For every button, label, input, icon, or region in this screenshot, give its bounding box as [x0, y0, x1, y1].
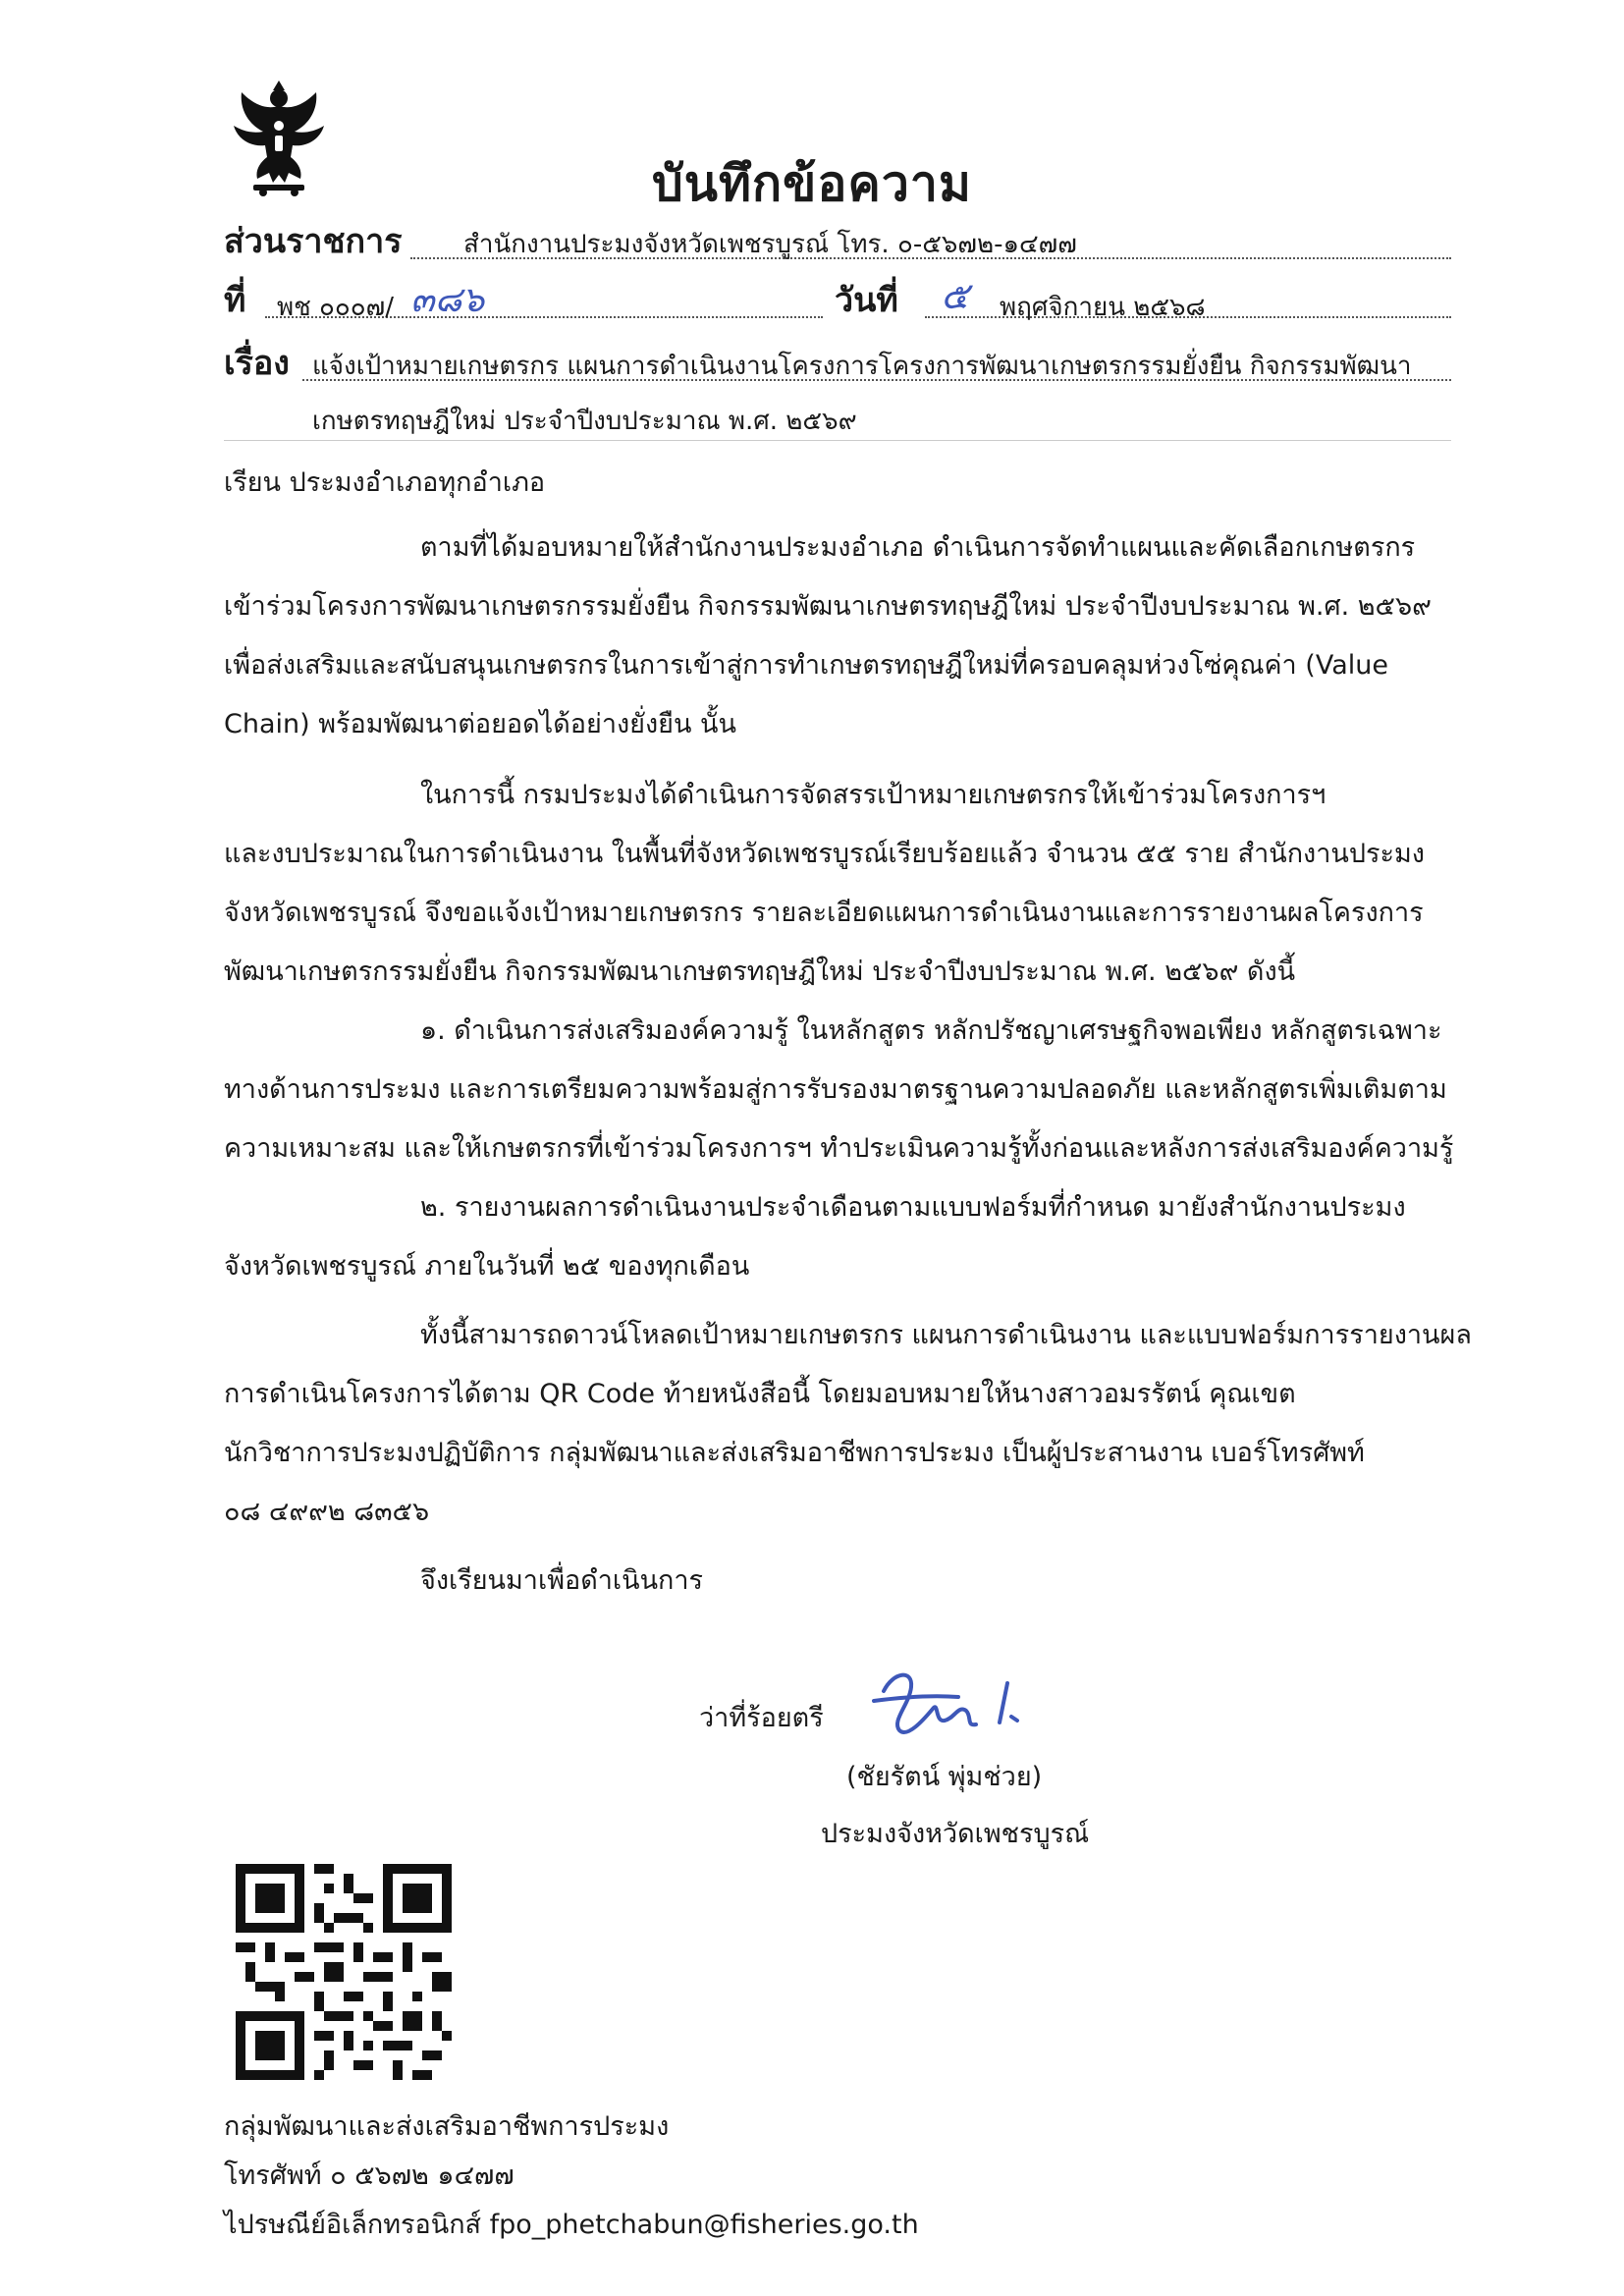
footer-phone: โทรศัพท์ ๐ ๕๖๗๒ ๑๔๗๗ [224, 2160, 514, 2191]
item-2-line-2: จังหวัดเพชรบูรณ์ ภายในวันที่ ๒๕ ของทุกเดือน [224, 1251, 750, 1282]
qr-code-icon[interactable] [236, 1864, 452, 2080]
paragraph-3-line-3: นักวิชาการประมงปฏิบัติการ กลุ่มพัฒนาและส่งเสริมอาชีพการประมง เป็นผู้ประสานงาน เบอร์โทรศัพท์ [224, 1438, 1365, 1468]
paragraph-2-line-2: และงบประมาณในการดำเนินงาน ในพื้นที่จังหวัดเพชรบูรณ์เรียบร้อยแล้ว จำนวน ๕๕ ราย สำนักงานประมง [224, 839, 1425, 869]
paragraph-3-line-1: ทั้งนี้สามารถดาวน์โหลดเป้าหมายเกษตรกร แผนการดำเนินงาน และแบบฟอร์มการรายงานผล [420, 1320, 1472, 1350]
document-title: บันทึกข้อความ [652, 155, 972, 212]
date-label: วันที่ [835, 281, 898, 320]
paragraph-2-line-3: จังหวัดเพชรบูรณ์ จึงขอแจ้งเป้าหมายเกษตรกร รายละเอียดแผนการดำเนินงานและการรายงานผลโครงการ [224, 898, 1424, 928]
item-1-line-1: ๑. ดำเนินการส่งเสริมองค์ความรู้ ในหลักสูตร หลักปรัชญาเศรษฐกิจพอเพียง หลักสูตรเฉพาะ [420, 1015, 1442, 1046]
item-1-line-2: ทางด้านการประมง และการเตรียมความพร้อมสู่การรับรองมาตรฐานความปลอดภัย และหลักสูตรเพิ่มเติมตาม [224, 1074, 1447, 1105]
paragraph-1-line-3: เพื่อส่งเสริมและสนับสนุนเกษตรกรในการเข้าสู่การทำเกษตรทฤษฎีใหม่ที่ครอบคลุมห่วงโซ่คุณค่า (Value [224, 650, 1388, 681]
paragraph-1-line-1: ตามที่ได้มอบหมายให้สำนักงานประมงอำเภอ ดำเนินการจัดทำแผนและคัดเลือกเกษตรกร [420, 532, 1416, 563]
department-label: ส่วนราชการ [224, 222, 403, 261]
department-value: สำนักงานประมงจังหวัดเพชรบูรณ์ โทร. ๐-๕๖๗๒-๑๔๗๗ [463, 230, 1077, 259]
paragraph-2-line-4: พัฒนาเกษตรกรรมยั่งยืน กิจกรรมพัฒนาเกษตรทฤษฎีใหม่ ประจำปีงบประมาณ พ.ศ. ๒๕๖๙ ดังนี้ [224, 957, 1296, 987]
footer-email: ไปรษณีย์อิเล็กทรอนิกส์ fpo_phetchabun@fisheries.go.th [224, 2210, 919, 2240]
ref-handwritten-number: ๓๘๖ [410, 280, 485, 320]
handwritten-signature [864, 1662, 1060, 1750]
paragraph-3-line-4: ๐๘ ๔๙๙๒ ๘๓๕๖ [224, 1497, 430, 1527]
signature-rank: ว่าที่ร้อยตรี [699, 1703, 824, 1733]
footer-group: กลุ่มพัฒนาและส่งเสริมอาชีพการประมง [224, 2111, 670, 2142]
salutation: เรียน ประมงอำเภอทุกอำเภอ [224, 467, 546, 498]
header-divider [224, 440, 1451, 441]
subject-label: เรื่อง [224, 344, 290, 383]
closing-line: จึงเรียนมาเพื่อดำเนินการ [420, 1565, 704, 1596]
paragraph-3-line-2: การดำเนินโครงการได้ตาม QR Code ท้ายหนังสือนี้ โดยมอบหมายให้นางสาวอมรรัตน์ คุณเขต [224, 1379, 1296, 1409]
subject-line-2: เกษตรทฤษฎีใหม่ ประจำปีงบประมาณ พ.ศ. ๒๕๖๙ [312, 407, 857, 436]
paragraph-1-line-2: เข้าร่วมโครงการพัฒนาเกษตรกรรมยั่งยืน กิจกรรมพัฒนาเกษตรทฤษฎีใหม่ ประจำปีงบประมาณ พ.ศ. ๒๕๖๙ [224, 591, 1432, 622]
signature-name: (ชัยรัตน์ พุ่มช่วย) [846, 1762, 1043, 1792]
ref-value: พช ๐๐๐๗/ [277, 293, 394, 322]
paragraph-2-line-1: ในการนี้ กรมประมงได้ดำเนินการจัดสรรเป้าหมายเกษตรกรให้เข้าร่วมโครงการฯ [420, 780, 1326, 810]
date-day-handwritten: ๕ [941, 274, 969, 317]
item-2-line-1: ๒. รายงานผลการดำเนินงานประจำเดือนตามแบบฟอร์มที่กำหนด มายังสำนักงานประมง [420, 1192, 1406, 1223]
paragraph-1-line-4: Chain) พร้อมพัฒนาต่อยอดได้อย่างยั่งยืน นั้น [224, 709, 736, 739]
signature-position: ประมงจังหวัดเพชรบูรณ์ [821, 1819, 1090, 1849]
date-value: พฤศจิกายน ๒๕๖๘ [1000, 293, 1206, 322]
subject-line-1: แจ้งเป้าหมายเกษตรกร แผนการดำเนินงานโครงการโครงการพัฒนาเกษตรกรรมยั่งยืน กิจกรรมพัฒนา [312, 352, 1412, 381]
item-1-line-3: ความเหมาะสม และให้เกษตรกรที่เข้าร่วมโครงการฯ ทำประเมินความรู้ทั้งก่อนและหลังการส่งเสริมองค์ความรู้ [224, 1133, 1454, 1164]
ref-label: ที่ [224, 281, 246, 320]
